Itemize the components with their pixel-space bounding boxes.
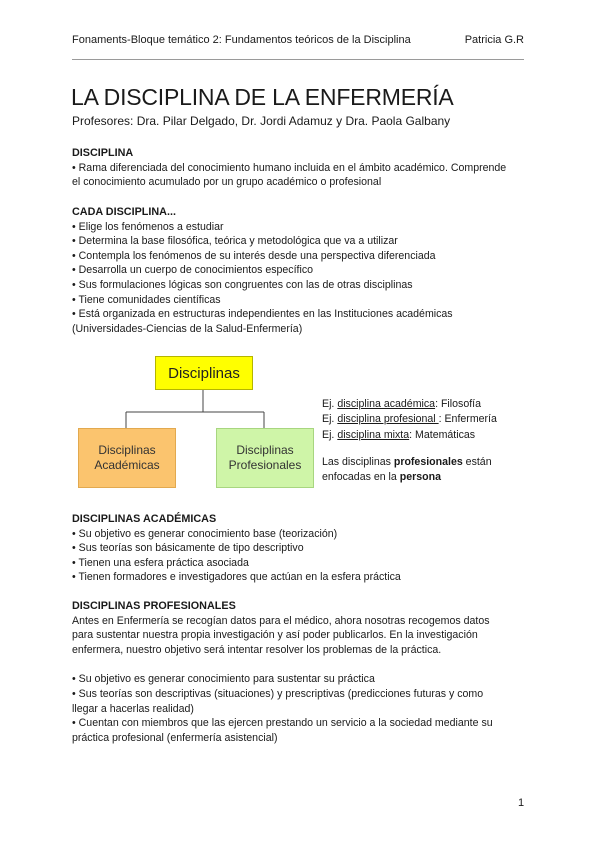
page-title: LA DISCIPLINA DE LA ENFERMERÍA: [71, 84, 454, 110]
paragraph-line: enfermera, nuestro objetivo será intentar resolver los problemas de la práctica.: [72, 643, 442, 656]
section-disciplinas-profesionales: [72, 599, 532, 745]
spacer: [72, 657, 532, 672]
bullet-item-continuation: llegar a hacerlas realidad): [72, 702, 194, 715]
bullet-item: • Tienen una esfera práctica asociada: [72, 556, 249, 569]
diagram-node-profesionales: [216, 428, 314, 488]
bullet-item: • Cuentan con miembros que las ejercen prestando un servicio a la sociedad mediante su: [72, 717, 493, 730]
bullet-item: • Elige los fenómenos a estudiar: [72, 220, 224, 233]
section-heading: DISCIPLINAS ACADÉMICAS: [72, 513, 217, 525]
example-prefix: Ej.: [322, 398, 338, 410]
bullet-item: • Su objetivo es generar conocimiento base (teorización): [72, 527, 338, 540]
node-label-line: Profesionales: [228, 458, 302, 472]
example-value: : Filosofía: [435, 398, 481, 410]
example-value: : Enfermería: [438, 413, 497, 426]
focus-text: enfocadas en la: [322, 470, 400, 483]
section-heading: CADA DISCIPLINA...: [72, 206, 176, 218]
example-prefix: Ej.: [322, 428, 338, 441]
diagram-node-disciplinas: [155, 356, 253, 390]
header-course-title: Fonaments-Bloque temático 2: Fundamentos teóricos de la Disciplina: [72, 34, 411, 46]
paragraph-line: • Rama diferenciada del conocimiento humano incluida en el ámbito académico. Comprende: [72, 161, 507, 174]
node-label-line: Académicas: [94, 458, 160, 472]
example-term: disciplina profesional: [337, 413, 439, 426]
focus-emphasis: profesionales: [393, 456, 463, 468]
section-heading: DISCIPLINA: [72, 147, 134, 159]
bullet-item: • Contempla los fenómenos de su interés desde una perspectiva diferenciada: [72, 249, 436, 262]
focus-text: están: [462, 456, 492, 468]
diagram-node-academicas: [78, 428, 176, 488]
bullet-item: • Sus teorías son básicamente de tipo descriptivo: [72, 542, 304, 555]
professors-line: Profesores: Dra. Pilar Delgado, Dr. Jordi Adamuz y Dra. Paola Galbany: [72, 114, 451, 128]
example-item: [322, 428, 497, 443]
example-term: disciplina mixta: [337, 428, 410, 441]
focus-note: [322, 455, 522, 484]
examples-list: [322, 397, 497, 443]
bullet-item: • Determina la base filosófica, teórica y metodológica que va a utilizar: [72, 235, 398, 248]
bullet-item: • Sus formulaciones lógicas son congruentes con las de otras disciplinas: [72, 278, 413, 291]
bullet-item-continuation: práctica profesional (enfermería asistencial): [72, 731, 278, 744]
paragraph-line: para sustentar nuestra propia investigación y así poder publicarlos. En la investigación: [72, 629, 478, 642]
page-number: 1: [518, 797, 525, 809]
node-label-line: Disciplinas: [236, 443, 294, 457]
section-disciplinas-academicas: [72, 512, 532, 585]
focus-text: Las disciplinas: [322, 456, 394, 468]
paragraph-line: el conocimiento acumulado por un grupo académico o profesional: [72, 176, 382, 189]
bullet-item: • Su objetivo es generar conocimiento para sustentar su práctica: [72, 673, 375, 686]
section-heading: DISCIPLINAS PROFESIONALES: [72, 600, 236, 612]
example-value: : Matemáticas: [409, 428, 476, 441]
bullet-item: • Tienen formadores e investigadores que actúan en la esfera práctica: [72, 571, 401, 584]
bullet-item: • Tiene comunidades científicas: [72, 293, 221, 306]
bullet-item: • Desarrolla un cuerpo de conocimientos específico: [72, 264, 314, 277]
header-author: Patricia G.R: [464, 34, 524, 46]
bullet-item-continuation: (Universidades-Ciencias de la Salud-Enfermería): [72, 322, 303, 335]
paragraph-line: Antes en Enfermería se recogían datos para el médico, ahora nosotras recogemos datos: [72, 614, 490, 627]
bullet-item: • Sus teorías son descriptivas (situaciones) y prescriptivas (predicciones futuras y como: [72, 687, 484, 700]
bullet-item: • Está organizada en estructuras independientes en las Instituciones académicas: [72, 308, 453, 321]
example-item: [322, 397, 497, 412]
node-label: Disciplinas: [168, 364, 240, 382]
node-label-line: Disciplinas: [98, 443, 156, 457]
example-term: disciplina académica: [337, 398, 436, 410]
focus-emphasis: persona: [399, 470, 441, 483]
example-item: [322, 412, 497, 427]
example-prefix: Ej.: [322, 413, 338, 426]
